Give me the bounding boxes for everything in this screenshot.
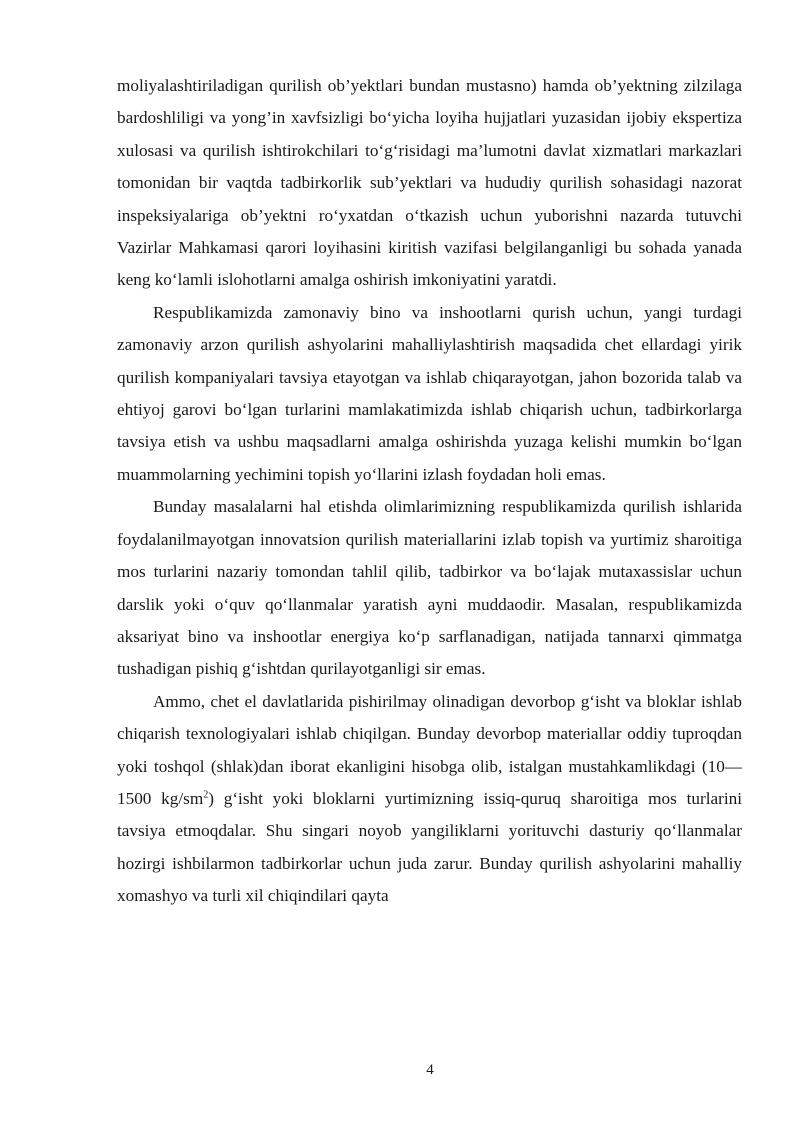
- body-text: [117, 70, 742, 913]
- paragraph-4-part-1: Ammo, chet el davlatlarida pishirilmay olinadigan devorbop g‘isht va bloklar ishlab chiqarish texnologiyalari ishlab chiqilgan. Bunday devorbop materiallar oddiy tuproqdan yoki toshqol (shlak)dan iborat ekanligini hisobga olib, istalgan mustahkamlikdagi (10—1500 kg/sm: [117, 691, 742, 808]
- paragraph-4-part-2: ) g‘isht yoki bloklarni yurtimizning issiq-quruq sharoitiga mos turlarini tavsiya etmoqdalar. Shu singari noyob yangiliklarni yorituvchi dasturiy qo‘llanmalar hozirgi ishbilarmon tadbirkorlar uchun juda zarur. Bunday qurilish ashyolarini mahalliy xomashyo va turli xil chiqindilari qayta: [117, 788, 742, 906]
- paragraph-1: moliyalashtiriladigan qurilish ob’yektlari bundan mustasno) hamda ob’yektning zilzilaga bardoshliligi va yong’in xavfsizligi bo‘yicha loyiha hujjatlari yuzasidan ijobiy ekspertiza xulosasi va qurilish ishtirokchilari to‘g‘risidagi ma’lumotni davlat xizmatlari markazlari tomonidan bir vaqtda tadbirkorlik sub’yektlari va hududiy qurilish sohasidagi nazorat inspeksiyalariga ob’yektni ro‘yxatdan o‘tkazish uchun yuborishni nazarda tutuvchi Vazirlar Mahkamasi qarori loyihasini kiritish vazifasi belgilanganligi bu sohada yanada keng ko‘lamli islohotlarni amalga oshirish imkoniyatini yaratdi.: [117, 76, 742, 290]
- page-number: 4: [426, 1062, 434, 1078]
- superscript-exponent: 2: [203, 789, 209, 801]
- paragraph-3: Bunday masalalarni hal etishda olimlarimizning respublikamizda qurilish ishlarida foydalanilmayotgan innovatsion qurilish materiallarini izlab topish va yurtimiz sharoitiga mos turlarini nazariy tomondan tahlil qilib, tadbirkor va bo‘lajak mutaxassislar uchun darslik yoki o‘quv qo‘llanmalar yaratish ayni muddaodir. Masalan, respublikamizda aksariyat bino va inshootlar energiya ko‘p sarflanadigan, natijada tannarxi qimmatga tushadigan pishiq g‘ishtdan qurilayotganligi sir emas.: [117, 497, 742, 679]
- paragraph-4: [117, 686, 742, 913]
- paragraph-2: Respublikamizda zamonaviy bino va inshootlarni qurish uchun, yangi turdagi zamonaviy arzon qurilish ashyolarini mahalliylashtirish maqsadida chet ellardagi yirik qurilish kompaniyalari tavsiya etayotgan va ishlab chiqarayotgan, jahon bozorida talab va ehtiyoj garovi bo‘lgan turlarini mamlakatimizda ishlab chiqarish uchun, tadbirkorlarga tavsiya etish va ushbu maqsadlarni amalga oshirishda yuzaga kelishi mumkin bo‘lgan muammolarning yechimini topish yo‘llarini izlash foydadan holi emas.: [117, 302, 742, 484]
